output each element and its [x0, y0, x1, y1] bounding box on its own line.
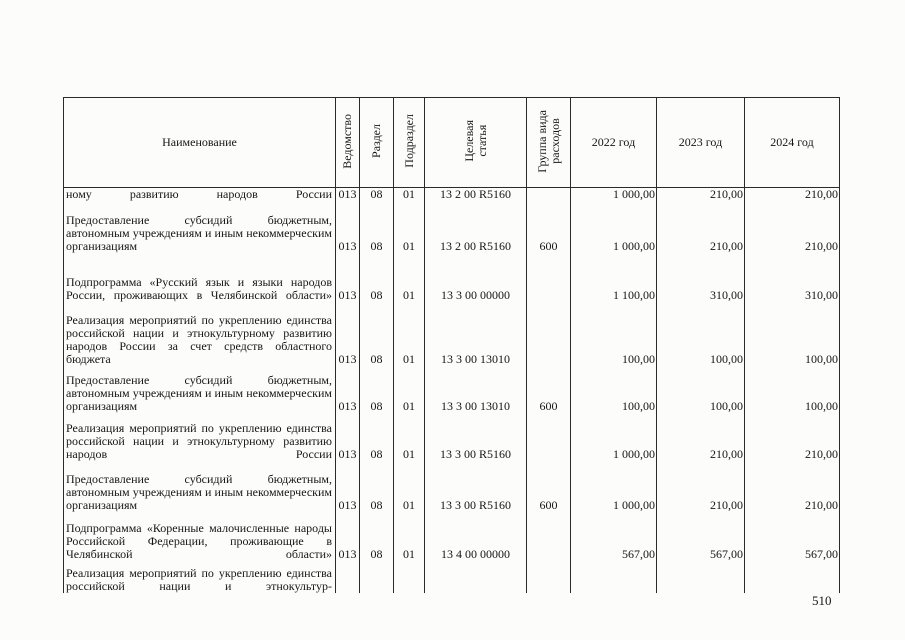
cell-name: Подпрограмма «Коренные малочисленные народы Российской Федерации, проживающие в Челябинской области» [64, 512, 336, 561]
cell-2024: 210,00 [745, 188, 840, 202]
cell-name: Предоставление субсидий бюджетным, автономным учреждениям и иным некоммерческим организациям [64, 461, 336, 512]
table-row [64, 201, 840, 253]
cell-2024 [745, 561, 840, 593]
budget-table [63, 97, 840, 593]
header-2024: 2024 год [745, 98, 840, 188]
cell-2023: 210,00 [657, 413, 745, 461]
cell-name: Реализация мероприятий по укреплению единства российской нации и этнокультур- [64, 561, 336, 593]
table-row [64, 413, 840, 461]
cell-target: 13 3 00 R5160 [425, 413, 527, 461]
cell-subsection: 01 [394, 188, 425, 202]
cell-2023: 210,00 [657, 188, 745, 202]
cell-target: 13 3 00 R5160 [425, 461, 527, 512]
table-row [64, 366, 840, 413]
cell-2024: 310,00 [745, 253, 840, 302]
cell-2024: 100,00 [745, 302, 840, 366]
cell-target: 13 2 00 R5160 [425, 201, 527, 253]
cell-section: 08 [360, 461, 394, 512]
cell-subsection: 01 [394, 253, 425, 302]
cell-2022: 1 000,00 [571, 188, 657, 202]
table-row [64, 302, 840, 366]
cell-2023: 567,00 [657, 512, 745, 561]
cell-dept: 013 [336, 366, 360, 413]
cell-target: 13 3 00 13010 [425, 366, 527, 413]
header-2022: 2022 год [571, 98, 657, 188]
cell-subsection: 01 [394, 413, 425, 461]
cell-2023 [657, 561, 745, 593]
cell-2023: 210,00 [657, 201, 745, 253]
cell-section [360, 561, 394, 593]
cell-name: ному развитию народов России [64, 188, 336, 202]
cell-subsection: 01 [394, 512, 425, 561]
cell-2023: 100,00 [657, 302, 745, 366]
cell-2022: 100,00 [571, 302, 657, 366]
cell-dept [336, 561, 360, 593]
cell-group [527, 512, 571, 561]
cell-2024: 210,00 [745, 461, 840, 512]
cell-2024: 100,00 [745, 366, 840, 413]
table-row [64, 461, 840, 512]
cell-target: 13 3 00 00000 [425, 253, 527, 302]
cell-2024: 210,00 [745, 413, 840, 461]
cell-subsection [394, 561, 425, 593]
cell-dept: 013 [336, 512, 360, 561]
cell-2023: 100,00 [657, 366, 745, 413]
header-group: Группа вида расходов [527, 98, 571, 188]
cell-dept: 013 [336, 461, 360, 512]
cell-2023: 210,00 [657, 461, 745, 512]
cell-2024: 567,00 [745, 512, 840, 561]
table-row [64, 561, 840, 593]
cell-section: 08 [360, 253, 394, 302]
cell-section: 08 [360, 512, 394, 561]
cell-target [425, 561, 527, 593]
cell-2023: 310,00 [657, 253, 745, 302]
cell-target: 13 4 00 00000 [425, 512, 527, 561]
table-row [64, 512, 840, 561]
cell-name: Предоставление субсидий бюджетным, автономным учреждениям и иным некоммерческим организациям [64, 366, 336, 413]
cell-2022: 1 000,00 [571, 461, 657, 512]
cell-group [527, 413, 571, 461]
cell-subsection: 01 [394, 302, 425, 366]
cell-2022: 1 100,00 [571, 253, 657, 302]
cell-section: 08 [360, 366, 394, 413]
header-subsection: Подраздел [394, 98, 425, 188]
cell-name: Подпрограмма «Русский язык и языки народов России, проживающих в Челябинской области» [64, 253, 336, 302]
cell-subsection: 01 [394, 461, 425, 512]
header-row [64, 98, 840, 188]
page-number: 510 [812, 593, 832, 608]
cell-dept: 013 [336, 253, 360, 302]
cell-2022: 1 000,00 [571, 201, 657, 253]
cell-group [527, 302, 571, 366]
cell-group [527, 561, 571, 593]
cell-dept: 013 [336, 201, 360, 253]
header-2023: 2023 год [657, 98, 745, 188]
cell-section: 08 [360, 302, 394, 366]
cell-target: 13 3 00 13010 [425, 302, 527, 366]
cell-2024: 210,00 [745, 201, 840, 253]
cell-name: Предоставление субсидий бюджетным, автономным учреждениям и иным некоммерческим организациям [64, 201, 336, 253]
cell-section: 08 [360, 188, 394, 202]
cell-group [527, 188, 571, 202]
cell-dept: 013 [336, 413, 360, 461]
cell-group: 600 [527, 366, 571, 413]
cell-dept: 013 [336, 302, 360, 366]
cell-2022: 567,00 [571, 512, 657, 561]
cell-group: 600 [527, 201, 571, 253]
cell-dept: 013 [336, 188, 360, 202]
header-dept: Ведомство [336, 98, 360, 188]
cell-subsection: 01 [394, 366, 425, 413]
cell-name: Реализация мероприятий по укреплению единства российской нации и этнокультурному развитию народов России [64, 413, 336, 461]
cell-group: 600 [527, 461, 571, 512]
cell-section: 08 [360, 201, 394, 253]
header-target: Целевая статья [425, 98, 527, 188]
cell-name: Реализация мероприятий по укреплению единства российской нации и этнокультурному развитию народов России за счет средств областного бюджета [64, 302, 336, 366]
cell-target: 13 2 00 R5160 [425, 188, 527, 202]
cell-2022 [571, 561, 657, 593]
table-row [64, 253, 840, 302]
cell-group [527, 253, 571, 302]
cell-subsection: 01 [394, 201, 425, 253]
header-name: Наименование [64, 98, 336, 188]
cell-2022: 1 000,00 [571, 413, 657, 461]
table-row [64, 188, 840, 202]
cell-2022: 100,00 [571, 366, 657, 413]
cell-section: 08 [360, 413, 394, 461]
header-section: Раздел [360, 98, 394, 188]
